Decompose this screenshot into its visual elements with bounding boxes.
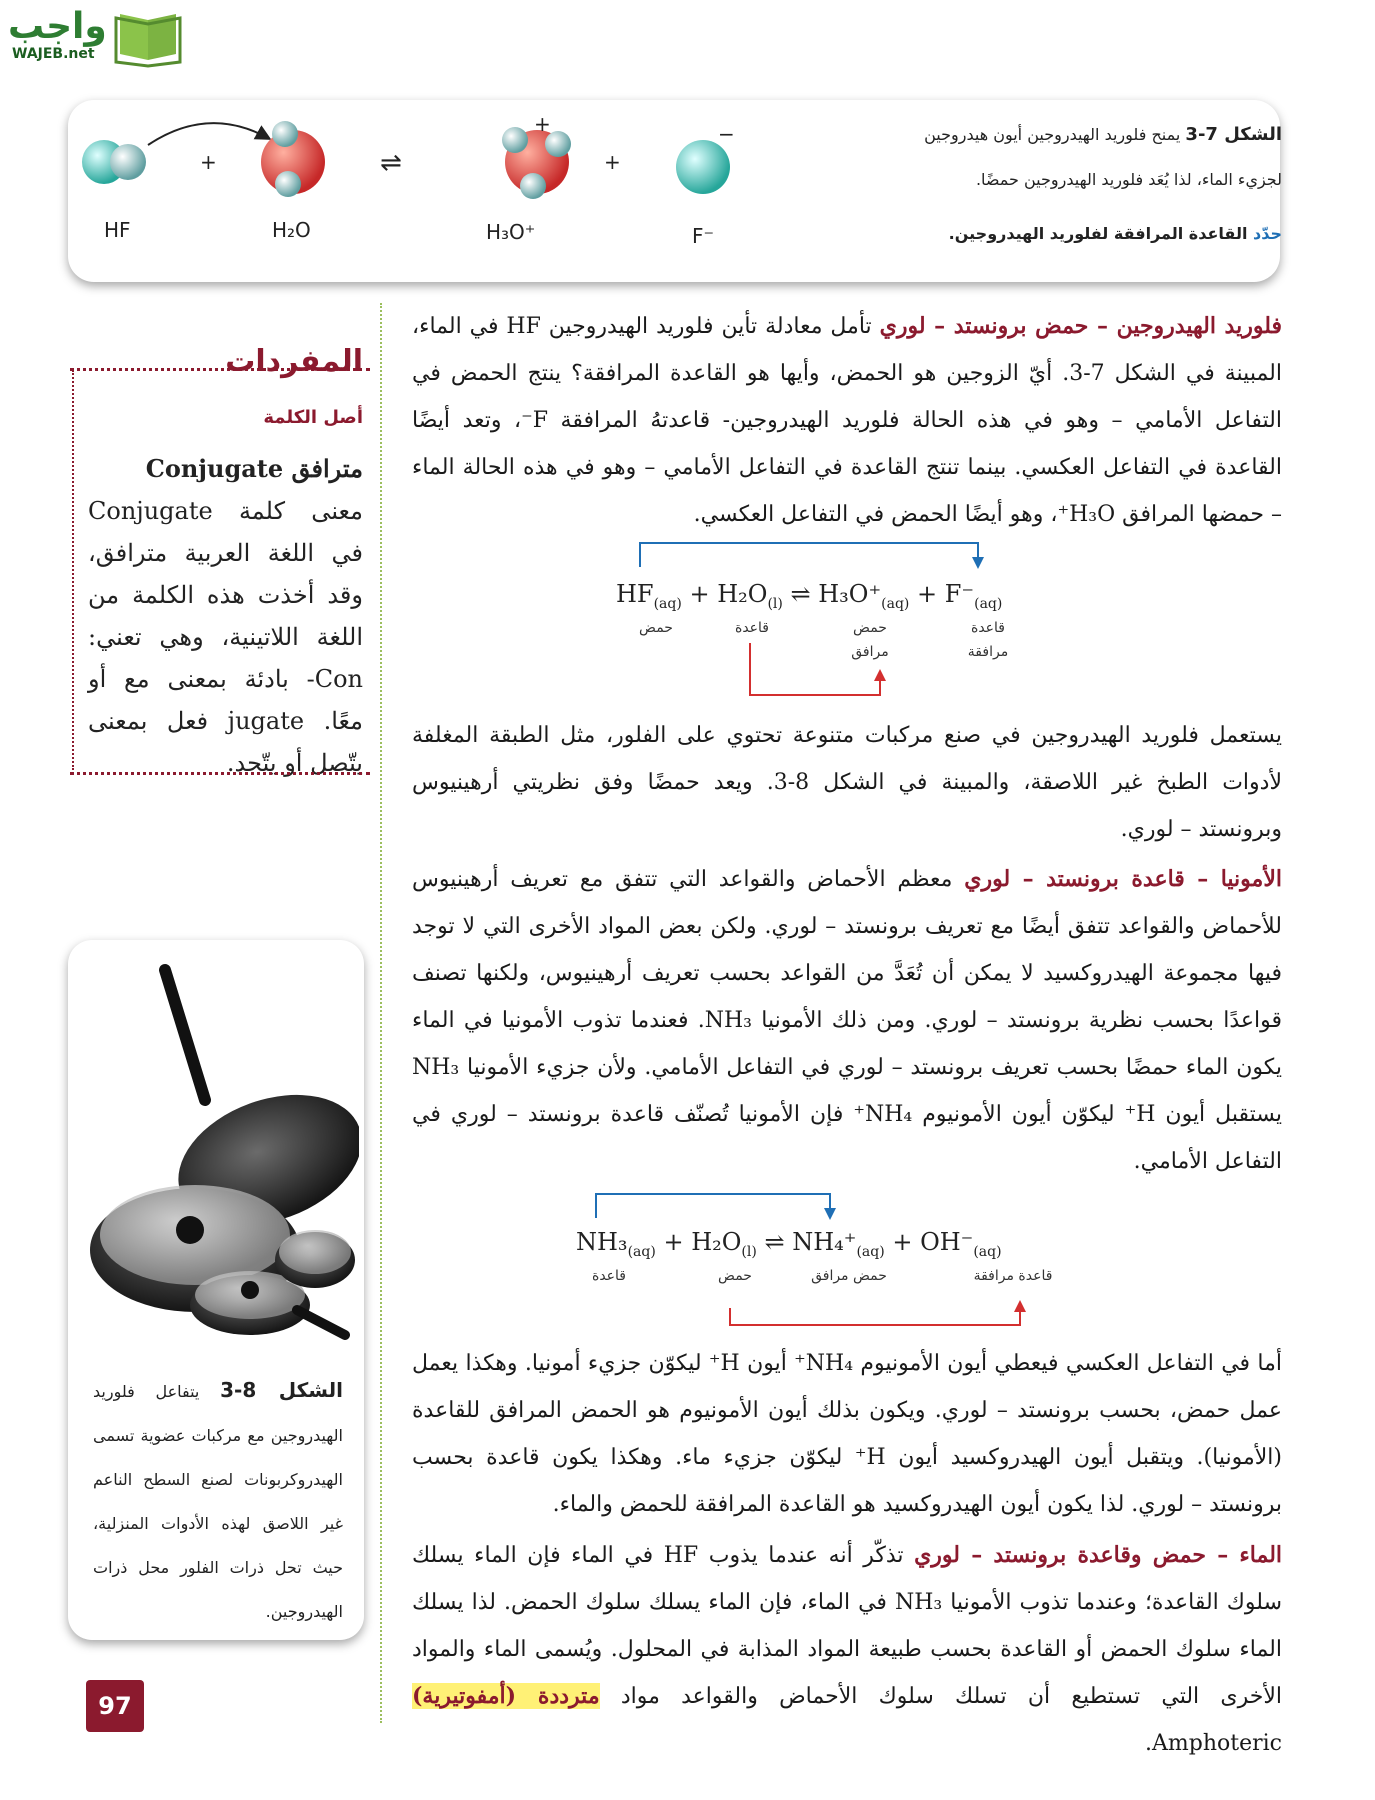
eq1-label-conj-acid-2: مرافق [851, 644, 889, 660]
f-charge: − [718, 122, 735, 146]
eq1-label-conj-base-2: مرافقة [967, 644, 1009, 660]
figure-7-3-molecules [68, 100, 868, 282]
eq2-label-conj-base: قاعدة مرافقة [973, 1268, 1053, 1284]
eq1-label-conj-base-1: قاعدة [971, 620, 1005, 636]
eq2-label-conj-acid: حمض مرافق [811, 1268, 887, 1284]
label-f: F⁻ [692, 224, 715, 248]
vocab-bottom-rule [70, 772, 370, 775]
eq1-label-base: قاعدة [735, 620, 769, 636]
eq2-equilibrium: ⇌ [764, 1228, 785, 1256]
eq1-h3o: H₃O⁺ [818, 580, 882, 608]
h3o-charge: + [534, 112, 551, 136]
eq2-h2o: H₂O [691, 1228, 742, 1256]
section-hf-text: تأمل معادلة تأين فلوريد الهيدروجين HF في الماء، المبينة في الشكل 7-3. أيّ الزوجين هو الحمض، وأيها هو القاعدة المرافقة؟ ينتج الحمض في التفاعل الأمامي – وهو في هذه الحالة فلوريد الهيدروجين- قاعدتهُ المرافقة F⁻، وتعد أيضًا القاعدة في التفاعل العكسي. بينما تنتج القاعدة في التفاعل الأمامي – وهو في هذه الحالة الماء – حمضها المرافق H₃O⁺، وهو أيضًا الحمض في التفاعل العكسي. [412, 314, 1282, 527]
cookware-image [75, 950, 359, 1340]
eq1-label-conj-acid-1: حمض [853, 620, 887, 636]
eq1-h3o-state: (aq) [881, 595, 910, 612]
logo-arabic: واجب [8, 6, 107, 47]
logo-latin: WAJEB.net [12, 46, 95, 62]
eq2-nh4-state: (aq) [856, 1243, 885, 1260]
amphoteric-term-en: Amphoteric. [1145, 1731, 1282, 1756]
eq1-h2o: H₂O [717, 580, 768, 608]
label-hf: HF [104, 218, 131, 242]
section-nh3-text: معظم الأحماض والقواعد التي تتفق مع تعريف أرهينيوس للأحماض والقواعد تتفق أيضًا مع تعريف برونستد – لوري. ولكن بعض المواد الأخرى التي لا توجد فيها مجموعة الهيدروكسيد لا يمكن أن تُعَدَّ من القواعد بحسب تعريف أرهينيوس، ولكنها تصنف قواعدًا بحسب نظرية برونستد – لوري. ومن ذلك الأمونيا NH₃. فعندما تذوب الأمونيا في الماء يكون الماء حمضًا بحسب تعريف برونستد – لوري في التفاعل الأمامي. ولأن جزيء الأمونيا NH₃ يستقبل أيون H⁺ ليكوّن أيون الأمونيوم NH₄⁺ فإن الأمونيا تُصنّف قاعدة برونستد – لوري في التفاعل الأمامي. [412, 867, 1282, 1174]
equation-2 [576, 1228, 1002, 1260]
eq2-h2o-state: (l) [741, 1243, 757, 1260]
eq2-label-acid: حمض [718, 1268, 752, 1284]
eq1-plus-2: + [917, 580, 938, 608]
question-verb: حدّد [1253, 224, 1282, 243]
vocab-subtitle: أصل الكلمة [263, 407, 363, 428]
eq1-h2o-state: (l) [767, 595, 783, 612]
question-text: القاعدة المرافقة لفلوريد الهيدروجين. [948, 224, 1248, 243]
section-water-text: تذكّر أنه عندما يذوب HF في الماء فإن الماء يسلك سلوك القاعدة؛ وعندما تذوب الأمونيا NH₃ في الماء، فإن الماء يسلك سلوك الحمض. لذا يسلك الماء سلوك الحمض أو القاعدة بحسب طبيعة المواد المذابة في المحلول. ويُسمى الماء والمواد الأخرى التي تستطيع أن تسلك سلوك الأحماض والقواعد مواد [412, 1543, 1283, 1709]
eq1-label-acid: حمض [639, 620, 673, 636]
eq1-equilibrium: ⇌ [790, 580, 811, 608]
equilibrium-sign: ⇌ [380, 148, 402, 178]
page-number: 97 [86, 1680, 144, 1732]
label-h2o: H₂O [272, 218, 311, 242]
vocab-side-rule [72, 370, 74, 770]
eq1-hf: HF [616, 580, 654, 608]
equation-1 [616, 580, 1002, 612]
vocab-title: المفردات [225, 344, 363, 379]
section-water-paragraph [412, 1532, 1282, 1767]
eq1-plus: + [689, 580, 710, 608]
eq2-oh: OH⁻ [920, 1228, 974, 1256]
eq2-nh3: NH₃ [576, 1228, 628, 1256]
eq2-oh-state: (aq) [973, 1243, 1002, 1260]
figure-8-3-text: يتفاعل فلوريد الهيدروجين مع مركبات عضوية تسمى الهيدروكربونات لصنع السطح الناعم غير اللاصق لهذه الأدوات المنزلية، حيث تحل ذرات الفلور محل ذرات الهيدروجين. [93, 1382, 343, 1621]
section-hf-paragraph [412, 303, 1282, 538]
label-h3o: H₃O⁺ [486, 220, 536, 244]
eq1-f-state: (aq) [974, 595, 1003, 612]
column-divider [380, 303, 382, 1723]
fluoride-ion [676, 140, 730, 194]
figure-7-3-caption-1 [842, 124, 1282, 145]
caption-text-1: يمنح فلوريد الهيدروجين أيون هيدروجين [924, 125, 1181, 144]
eq1-hf-state: (aq) [653, 595, 682, 612]
eq1-f: F⁻ [944, 580, 975, 608]
plus-sign-2: + [604, 150, 621, 174]
eq2-nh4: NH₄⁺ [792, 1228, 857, 1256]
section-water-heading: الماء – حمض وقاعدة برونستد – لوري [914, 1542, 1283, 1568]
vocab-text: معنى كلمة Conjugate في اللغة العربية مترافق، وقد أخذت هذه الكلمة من اللغة اللاتينية، وهي تعني: Con- بادئة بمعنى مع أو معًا. jugate فعل بمعنى يتّصل أو يتّحد. [88, 497, 363, 777]
eq2-plus: + [663, 1228, 684, 1256]
section-nh3-paragraph [412, 856, 1282, 1185]
section-nh3-heading: الأمونيا – قاعدة برونستد – لوري [964, 866, 1282, 892]
figure-8-3-number: الشكل 8-3 [220, 1378, 343, 1402]
eq2-label-base: قاعدة [592, 1268, 626, 1284]
figure-7-3-question [842, 224, 1282, 243]
eq2-plus-2: + [892, 1228, 913, 1256]
figure-7-3-caption-2: لجزيء الماء، لذا يُعَد فلوريد الهيدروجين حمضًا. [975, 170, 1282, 189]
reverse-paragraph: أما في التفاعل العكسي فيعطي أيون الأمونيوم NH₄⁺ أيون H⁺ ليكوّن جزيء أمونيا. وهكذا يعمل عمل حمض، بحسب برونستد – لوري. ويكون بذلك أيون الأمونيوم هو الحمض المرافق للقاعدة (الأمونيا). ويتقبل أيون الهيدروكسيد أيون H⁺ ليكوّن جزيء ماء. وهكذا يكون قاعدة بحسب برونستد – لوري. لذا يكون أيون الهيدروكسيد هو القاعدة المرافقة للحمض والماء. [412, 1351, 1282, 1517]
figure-8-3-caption [93, 1368, 343, 1634]
uses-paragraph: يستعمل فلوريد الهيدروجين في صنع مركبات متنوعة تحتوي على الفلور، مثل الطبقة المغلفة لأدوات الطبخ غير اللاصقة، والمبينة في الشكل 8-3. ويعد حمضًا وفق نظريتي أرهينيوس وبرونستد – لوري. [412, 723, 1282, 842]
figure-number: الشكل 7-3 [1185, 124, 1282, 145]
h-atom [110, 144, 146, 180]
equation-2-arrows [580, 1180, 1060, 1340]
vocab-term: مترافق Conjugate [145, 454, 363, 483]
plus-sign: + [200, 150, 217, 174]
section-hf-heading: فلوريد الهيدروجين – حمض برونستد – لوري [879, 313, 1282, 339]
amphoteric-term: مترددة (أمفوتيرية) [412, 1683, 600, 1709]
eq2-nh3-state: (aq) [627, 1243, 656, 1260]
